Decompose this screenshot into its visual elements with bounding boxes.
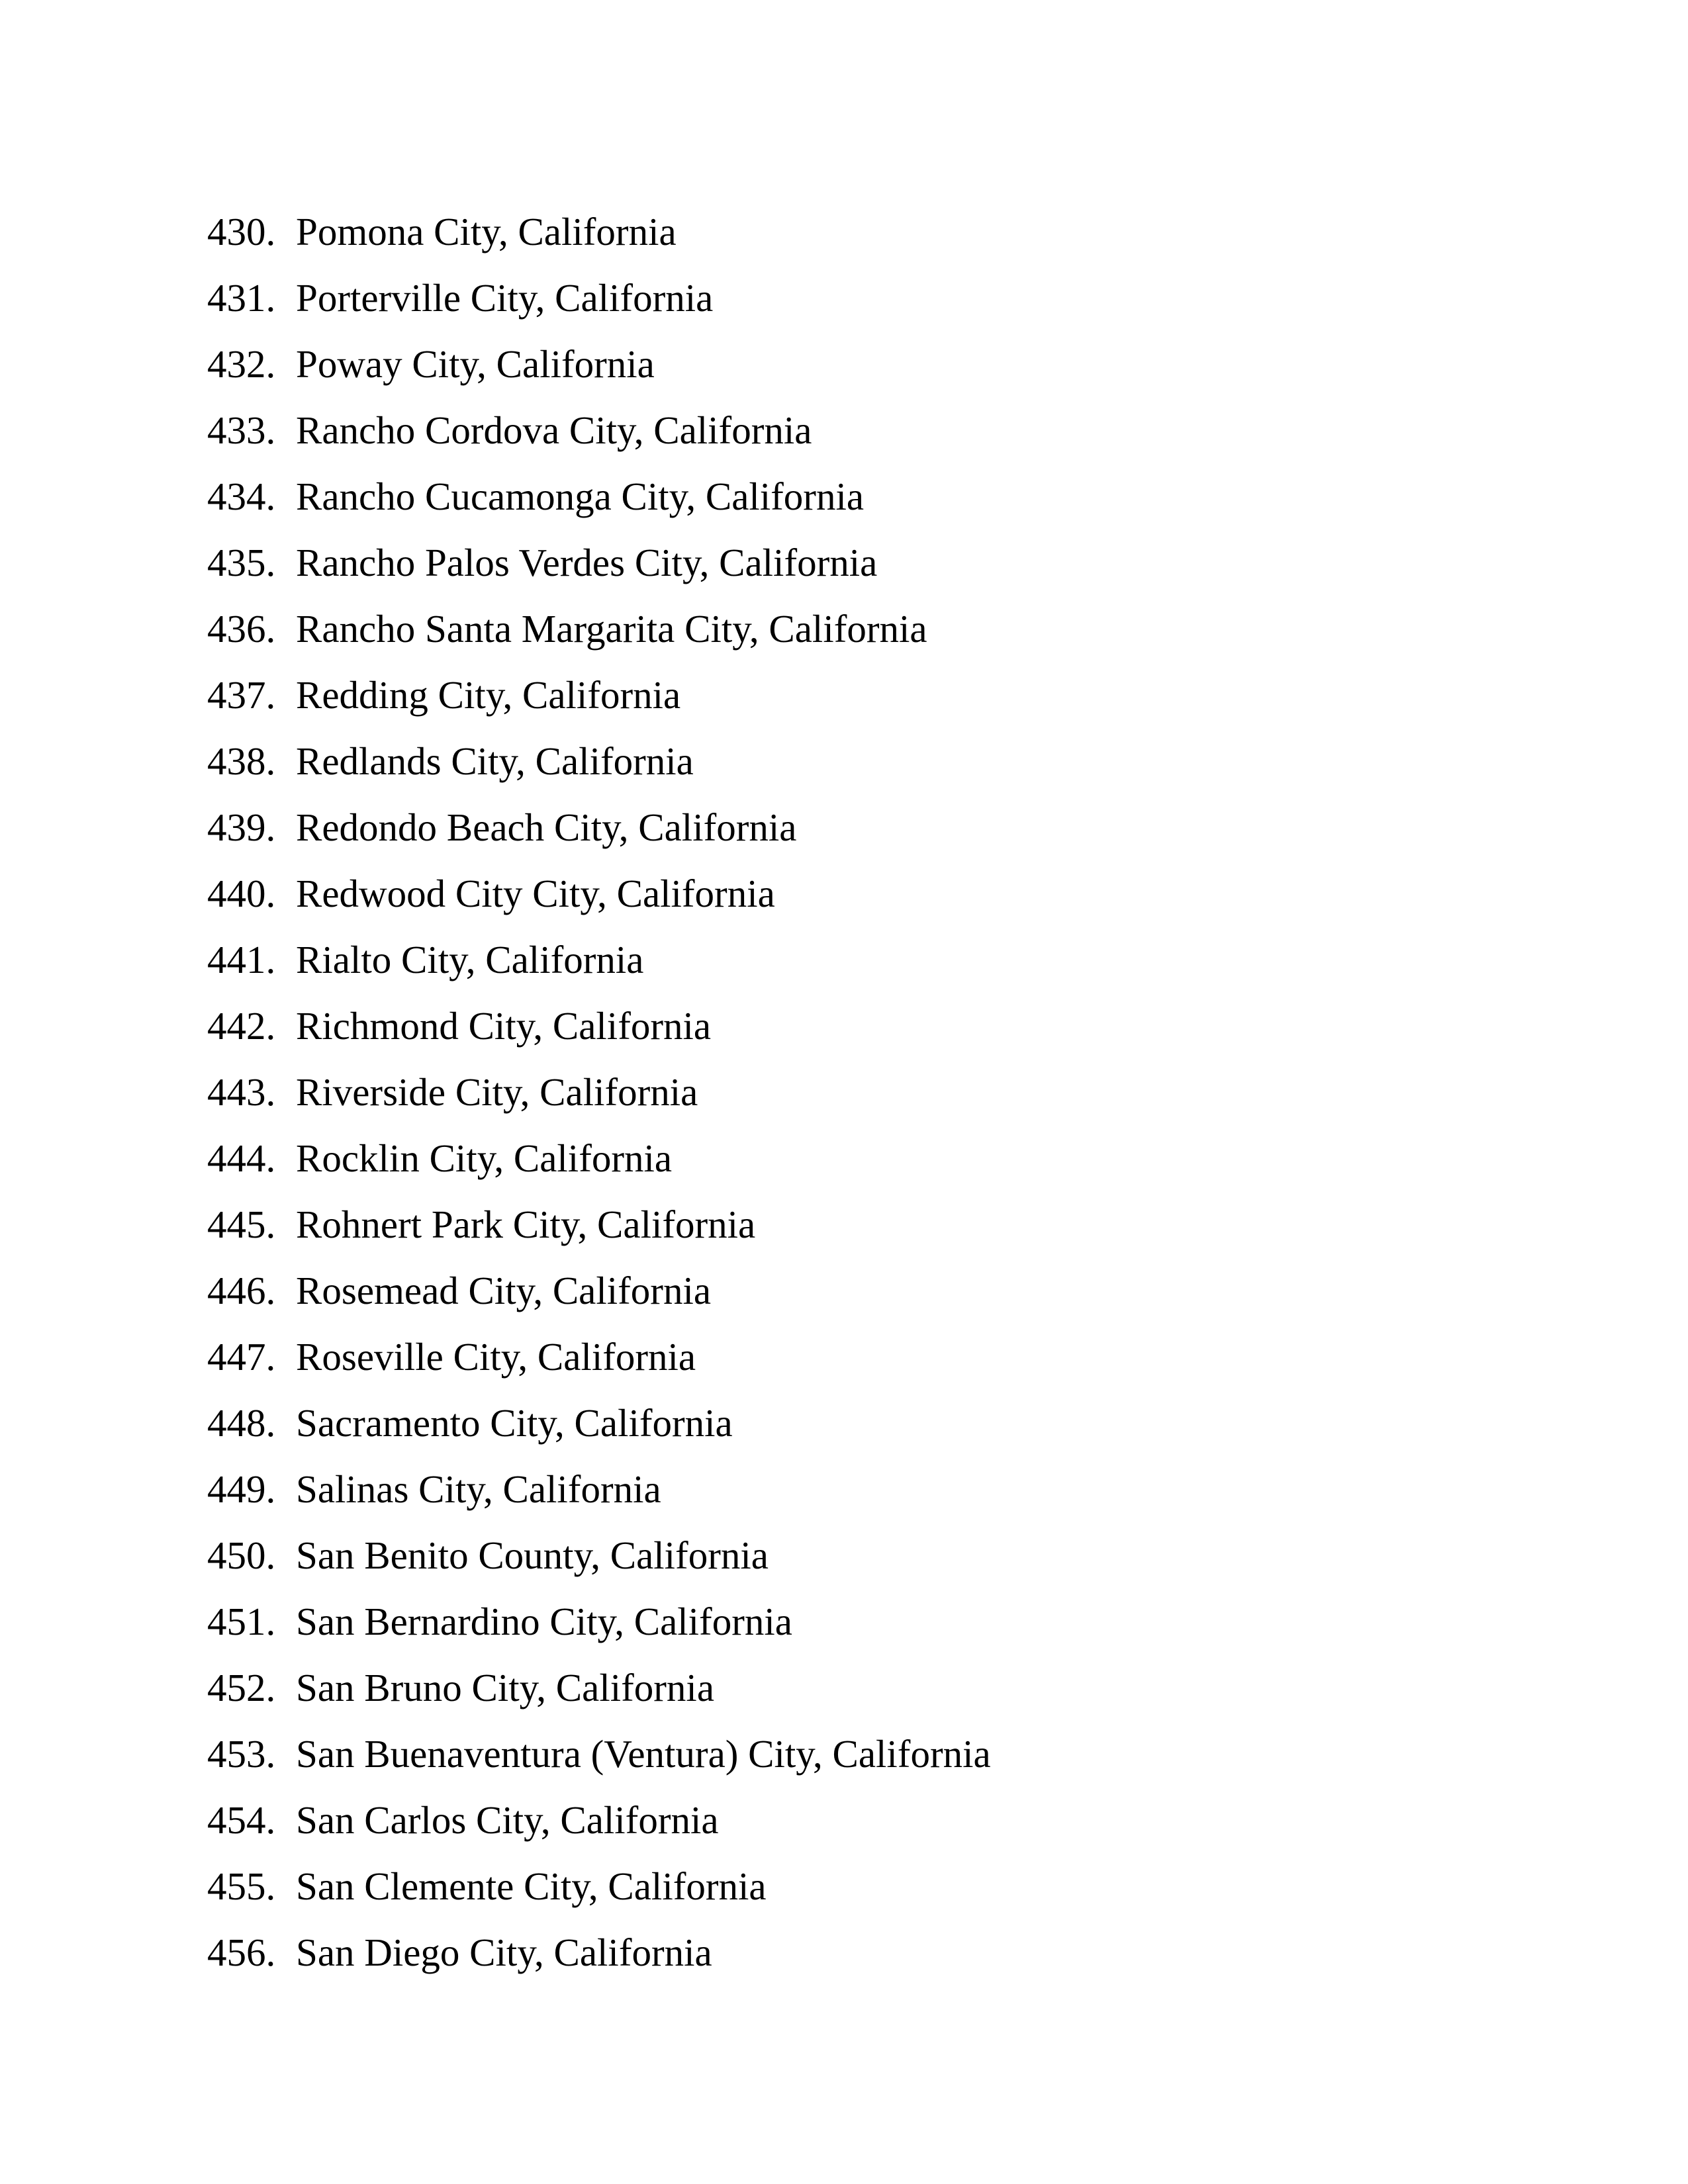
item-number: 453. <box>207 1731 276 1776</box>
list-item <box>207 1522 991 1588</box>
item-text: Rialto City, California <box>296 937 644 981</box>
item-text: Rancho Palos Verdes City, California <box>296 540 878 584</box>
item-number: 431. <box>207 275 276 320</box>
item-number: 445. <box>207 1202 276 1246</box>
item-text: Richmond City, California <box>296 1003 712 1048</box>
item-number: 442. <box>207 1003 276 1048</box>
item-number: 436. <box>207 606 276 651</box>
list-item <box>207 1324 991 1390</box>
list-item <box>207 1787 991 1853</box>
item-number: 441. <box>207 937 276 981</box>
item-text: San Clemente City, California <box>296 1864 767 1908</box>
numbered-list <box>207 199 991 1985</box>
item-text: San Carlos City, California <box>296 1797 719 1842</box>
list-item <box>207 199 991 265</box>
item-text: Rohnert Park City, California <box>296 1202 756 1246</box>
item-text: San Buenaventura (Ventura) City, California <box>296 1731 991 1776</box>
list-item <box>207 794 991 860</box>
item-text: Redding City, California <box>296 672 681 717</box>
list-item <box>207 331 991 397</box>
list-item <box>207 397 991 463</box>
list-item <box>207 1655 991 1721</box>
list-item <box>207 529 991 596</box>
item-text: Sacramento City, California <box>296 1400 733 1445</box>
item-number: 450. <box>207 1533 276 1577</box>
item-number: 435. <box>207 540 276 584</box>
list-item <box>207 860 991 927</box>
item-number: 434. <box>207 474 276 518</box>
item-number: 433. <box>207 408 276 452</box>
item-number: 454. <box>207 1797 276 1842</box>
item-number: 449. <box>207 1467 276 1511</box>
item-number: 432. <box>207 341 276 386</box>
item-text: Redondo Beach City, California <box>296 805 797 849</box>
item-number: 455. <box>207 1864 276 1908</box>
item-number: 448. <box>207 1400 276 1445</box>
list-item <box>207 927 991 993</box>
item-number: 451. <box>207 1599 276 1643</box>
list-item <box>207 1721 991 1787</box>
list-item <box>207 596 991 662</box>
item-number: 452. <box>207 1665 276 1709</box>
item-number: 437. <box>207 672 276 717</box>
list-item <box>207 662 991 728</box>
item-number: 440. <box>207 871 276 915</box>
item-number: 456. <box>207 1930 276 1974</box>
list-item <box>207 1191 991 1257</box>
item-text: Roseville City, California <box>296 1334 696 1379</box>
list-item <box>207 1390 991 1456</box>
list-item <box>207 1059 991 1125</box>
item-number: 446. <box>207 1268 276 1312</box>
item-text: Rancho Santa Margarita City, California <box>296 606 927 651</box>
item-text: San Bruno City, California <box>296 1665 715 1709</box>
list-item <box>207 1456 991 1522</box>
item-number: 438. <box>207 739 276 783</box>
list-item <box>207 1919 991 1985</box>
item-number: 443. <box>207 1069 276 1114</box>
item-text: Rancho Cucamonga City, California <box>296 474 865 518</box>
list-item <box>207 1588 991 1655</box>
list-item <box>207 1257 991 1324</box>
list-item <box>207 1125 991 1191</box>
item-text: Pomona City, California <box>296 209 677 253</box>
item-text: Rocklin City, California <box>296 1136 673 1180</box>
list-item <box>207 728 991 794</box>
item-text: Poway City, California <box>296 341 655 386</box>
list-item <box>207 1853 991 1919</box>
item-number: 430. <box>207 209 276 253</box>
item-text: Rancho Cordova City, California <box>296 408 812 452</box>
item-number: 447. <box>207 1334 276 1379</box>
item-text: Redwood City City, California <box>296 871 775 915</box>
item-text: San Bernardino City, California <box>296 1599 792 1643</box>
item-text: Salinas City, California <box>296 1467 661 1511</box>
item-text: San Benito County, California <box>296 1533 769 1577</box>
item-text: Riverside City, California <box>296 1069 698 1114</box>
item-text: Porterville City, California <box>296 275 714 320</box>
item-number: 439. <box>207 805 276 849</box>
item-text: Rosemead City, California <box>296 1268 712 1312</box>
list-item <box>207 265 991 331</box>
item-text: Redlands City, California <box>296 739 694 783</box>
item-text: San Diego City, California <box>296 1930 712 1974</box>
list-item <box>207 463 991 529</box>
list-item <box>207 993 991 1059</box>
item-number: 444. <box>207 1136 276 1180</box>
